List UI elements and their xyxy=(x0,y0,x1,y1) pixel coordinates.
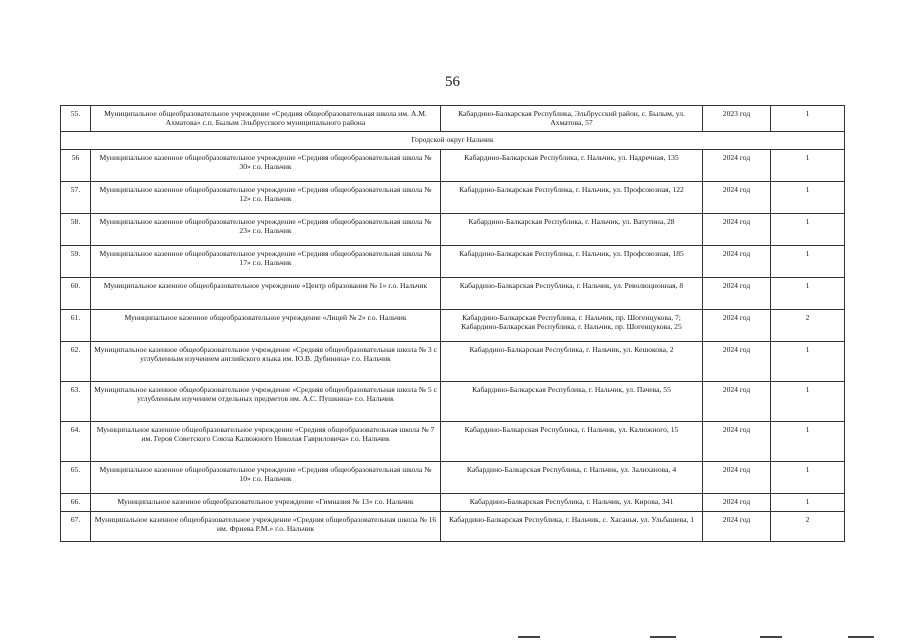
table-row xyxy=(61,182,845,214)
row-number: 57. xyxy=(61,182,91,214)
row-number: 59. xyxy=(61,246,91,278)
row-number: 58. xyxy=(61,214,91,246)
table-row xyxy=(61,512,845,542)
table-row xyxy=(61,214,845,246)
table-row xyxy=(61,106,845,132)
institution-name: Муниципальное общеобразовательное учреждение «Средняя общеобразовательная школа им. А.М. Ахматова» с.п. Былым Эльбрусского муниципального района xyxy=(91,106,441,132)
year: 2024 год xyxy=(703,150,771,182)
page-number: 56 xyxy=(445,74,460,90)
institution-address: Кабардино-Балкарская Республика, г. Нальчик, ул. Революционная, 8 xyxy=(441,278,703,310)
institution-name: Муниципальное казенное общеобразовательное учреждение «Средняя общеобразовательная школа № 17» г.о. Нальчик xyxy=(91,246,441,278)
row-number: 65. xyxy=(61,462,91,494)
institution-name: Муниципальное казенное общеобразовательное учреждение «Центр образования № 1» г.о. Нальчик xyxy=(91,278,441,310)
section-header: Городской округ Нальчик xyxy=(61,132,845,150)
count: 1 xyxy=(771,278,845,310)
count: 2 xyxy=(771,310,845,342)
table-row xyxy=(61,342,845,382)
section-row xyxy=(61,132,845,150)
table-row xyxy=(61,382,845,422)
institution-address: Кабардино-Балкарская Республика, г. Нальчик, ул. Профсоюзная, 122 xyxy=(441,182,703,214)
count: 2 xyxy=(771,512,845,542)
row-number: 64. xyxy=(61,422,91,462)
year: 2024 год xyxy=(703,494,771,512)
year: 2024 год xyxy=(703,462,771,494)
table-row xyxy=(61,310,845,342)
year: 2024 год xyxy=(703,214,771,246)
table-row xyxy=(61,494,845,512)
table-row xyxy=(61,422,845,462)
institution-address: Кабардино-Балкарская Республика, г. Нальчик, ул. Кирова, 341 xyxy=(441,494,703,512)
institution-address: Кабардино-Балкарская Республика, г. Нальчик, ул. Ватутина, 28 xyxy=(441,214,703,246)
institution-address: Кабардино-Балкарская Республика, г. Нальчик, ул. Пачева, 55 xyxy=(441,382,703,422)
row-number: 60. xyxy=(61,278,91,310)
institution-address: Кабардино-Балкарская Республика, Эльбрусский район, с. Былым, ул. Ахматова, 57 xyxy=(441,106,703,132)
scan-mark xyxy=(518,636,540,638)
year: 2024 год xyxy=(703,342,771,382)
year: 2024 год xyxy=(703,246,771,278)
row-number: 62. xyxy=(61,342,91,382)
scan-mark xyxy=(760,636,782,638)
row-number: 55. xyxy=(61,106,91,132)
schools-table xyxy=(60,105,845,542)
institution-address: Кабардино-Балкарская Республика, г. Нальчик, ул. Кешокова, 2 xyxy=(441,342,703,382)
row-number: 56 xyxy=(61,150,91,182)
institution-address: Кабардино-Балкарская Республика, г. Нальчик, ул. Залиханова, 4 xyxy=(441,462,703,494)
institution-name: Муниципальное казенное общеобразовательное учреждение «Средняя общеобразовательная школа № 23» г.о. Нальчик xyxy=(91,214,441,246)
count: 1 xyxy=(771,342,845,382)
institution-address: Кабардино-Балкарская Республика, г. Нальчик, пр. Шогенцукова, 7; Кабардино-Балкарская Республика, г. Нальчик, пр. Шогенцукова, 25 xyxy=(441,310,703,342)
institution-name: Муниципальное казенное общеобразовательное учреждение «Гимназия № 13» г.о. Нальчик xyxy=(91,494,441,512)
institution-name: Муниципальное казенное общеобразовательное учреждение «Средняя общеобразовательная школа № 3 с углубленным изучением английского языка им. Ю.В. Дубинина» г.о. Нальчик xyxy=(91,342,441,382)
institution-address: Кабардино-Балкарская Республика, г. Нальчик, ул. Надречная, 135 xyxy=(441,150,703,182)
institution-name: Муниципальное казенное общеобразовательное учреждение «Средняя общеобразовательная школа № 7 им. Героя Советского Союза Калюжного Николая Гавриловича» г.о. Нальчик xyxy=(91,422,441,462)
institution-address: Кабардино-Балкарская Республика, г. Нальчик, ул. Профсоюзная, 185 xyxy=(441,246,703,278)
institution-name: Муниципальное казенное общеобразовательное учреждение «Средняя общеобразовательная школа № 12» г.о. Нальчик xyxy=(91,182,441,214)
count: 1 xyxy=(771,106,845,132)
year: 2024 год xyxy=(703,422,771,462)
year: 2024 год xyxy=(703,382,771,422)
institution-name: Муниципальное казенное общеобразовательное учреждение «Средняя общеобразовательная школа № 5 с углубленным изучением отдельных предметов им. А.С. Пушкина» г.о. Нальчик xyxy=(91,382,441,422)
count: 1 xyxy=(771,422,845,462)
table-row xyxy=(61,246,845,278)
row-number: 61. xyxy=(61,310,91,342)
table-row xyxy=(61,462,845,494)
scan-mark xyxy=(848,636,874,638)
year: 2023 год xyxy=(703,106,771,132)
institution-name: Муниципальное казенное общеобразовательное учреждение «Средняя общеобразовательная школа № 30» г.о. Нальчик xyxy=(91,150,441,182)
institution-address: Кабардино-Балкарская Республика, г. Нальчик, ул. Калюжного, 15 xyxy=(441,422,703,462)
count: 1 xyxy=(771,246,845,278)
count: 1 xyxy=(771,494,845,512)
institution-name: Муниципальное казенное общеобразовательное учреждение «Средняя общеобразовательная школа № 10» г.о. Нальчик xyxy=(91,462,441,494)
table-row xyxy=(61,150,845,182)
institution-name: Муниципальное казенное общеобразовательное учреждение «Лицей № 2» г.о. Нальчик xyxy=(91,310,441,342)
count: 1 xyxy=(771,182,845,214)
institution-address: Кабардино-Балкарская Республика, г. Нальчик, с. Хасанья, ул. Ульбашева, 1 xyxy=(441,512,703,542)
year: 2024 год xyxy=(703,512,771,542)
scan-mark xyxy=(650,636,676,638)
year: 2024 год xyxy=(703,182,771,214)
row-number: 63. xyxy=(61,382,91,422)
row-number: 66. xyxy=(61,494,91,512)
count: 1 xyxy=(771,382,845,422)
year: 2024 год xyxy=(703,278,771,310)
count: 1 xyxy=(771,462,845,494)
count: 1 xyxy=(771,214,845,246)
row-number: 67. xyxy=(61,512,91,542)
count: 1 xyxy=(771,150,845,182)
scan-artifacts xyxy=(0,630,905,640)
table-row xyxy=(61,278,845,310)
year: 2024 год xyxy=(703,310,771,342)
institution-name: Муниципальное казенное общеобразовательное учреждение «Средняя общеобразовательная школа № 16 им. Фриева Р.М.» г.о. Нальчик xyxy=(91,512,441,542)
